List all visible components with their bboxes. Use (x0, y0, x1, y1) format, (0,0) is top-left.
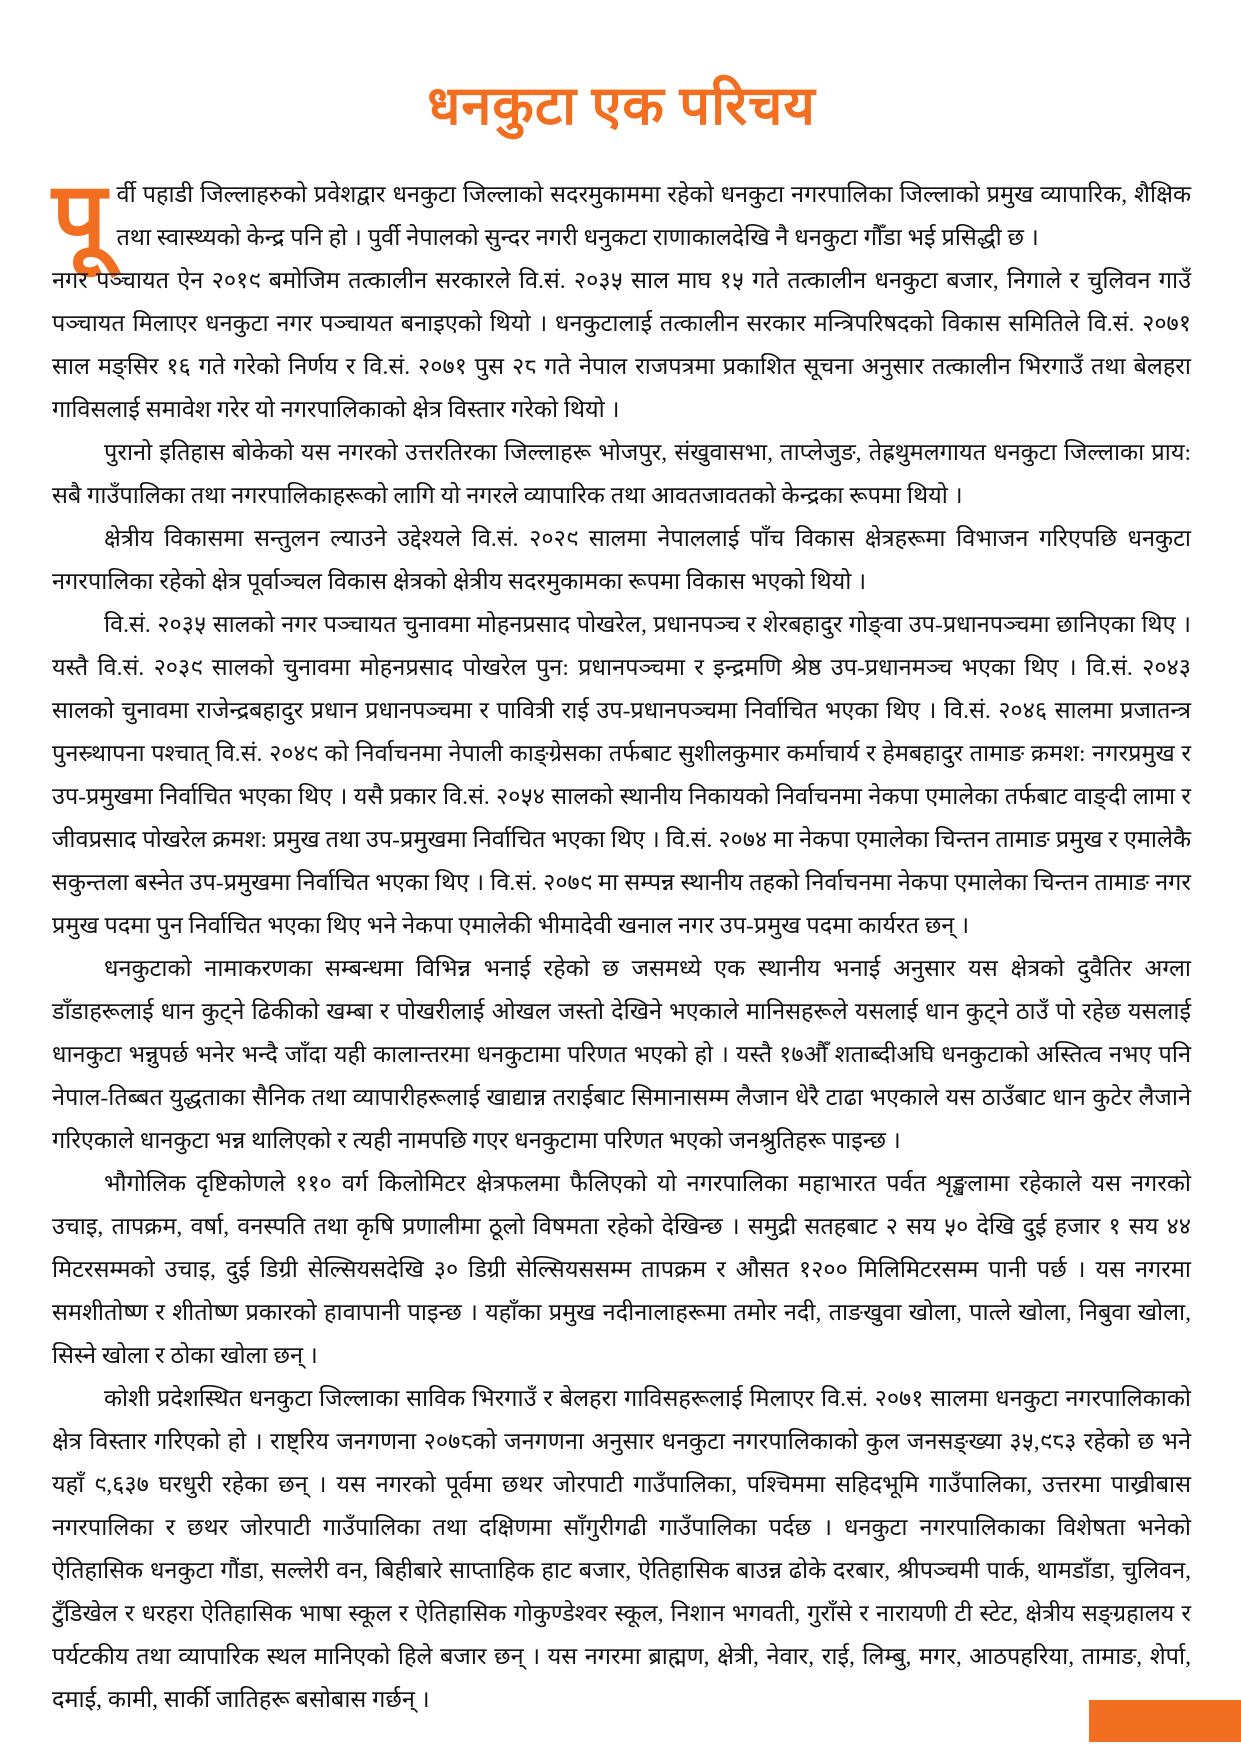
paragraph: कोशी प्रदेशस्थित धनकुटा जिल्लाका साविक भिरगाउँ र बेलहरा गाविसहरूलाई मिलाएर वि.सं. २०७१ सालमा धनकुटा नगरपालिकाको क्षेत्र विस्तार गरिएको हो । राष्ट्रिय जनगणना २०७८को जनगणना अनुसार धनकुटा नगरपालिकाको कुल जनसङ्ख्या ३५,९८३ रहेको छ भने यहाँ ९,६३७ घरधुरी रहेका छन् । यस नगरको पूर्वमा छथर जोरपाटी गाउँपालिका, पश्चिममा सहिदभूमि गाउँपालिका, उत्तरमा पाख्रीबास नगरपालिका र छथर जोरपाटी गाउँपालिका तथा दक्षिणमा साँगुरीगढी गाउँपालिका पर्दछ । धनकुटा नगरपालिकाका विशेषता भनेको ऐतिहासिक धनकुटा गौंडा, सल्लेरी वन, बिहीबारे साप्ताहिक हाट बजार, ऐतिहासिक बाउन्न ढोके दरबार, श्रीपञ्चमी पार्क, थामडाँडा, चुलिवन, टुँडिखेल र धरहरा ऐतिहासिक भाषा स्कूल र ऐतिहासिक गोकुण्डेश्वर स्कूल, निशान भगवती, गुराँसे र नारायणी टी स्टेट, क्षेत्रीय सङ्ग्रहालय र पर्यटकीय तथा व्यापारिक स्थल मानिएको हिले बजार छन् । यस नगरमा ब्राह्मण, क्षेत्री, नेवार, राई, लिम्बु, मगर, आठपहरिया, तामाङ, शेर्पा, दमाई, कामी, सार्की जातिहरू बसोबास गर्छन् । (52, 1386, 1191, 1713)
paragraph: धनकुटाको नामाकरणका सम्बन्धमा विभिन्न भनाई रहेको छ जसमध्ये एक स्थानीय भनाई अनुसार यस क्षेत्रको दुवैतिर अग्ला डाँडाहरूलाई धान कुट्ने ढिकीको खम्बा र पोखरीलाई ओखल जस्तो देखिने भएकाले मानिसहरूले यसलाई धान कुट्ने ठाउँ पो रहेछ यसलाई धानकुटा भन्नुपर्छ भनेर भन्दै जाँदा यही कालान्तरमा धनकुटामा परिणत भएको हो । यस्तै १७औँ शताब्दीअघि धनकुटाको अस्तित्व नभए पनि नेपाल-तिब्बत युद्धताका सैनिक तथा व्यापारीहरूलाई खाद्यान्न तराईबाट सिमानासम्म लैजान धेरै टाढा भएकाले यस ठाउँबाट धान कुटेर लैजाने गरिएकाले धानकुटा भन्न थालिएको र त्यही नामपछि गएर धनकुटामा परिणत भएको जनश्रुतिहरू पाइन्छ । (52, 956, 1191, 1154)
footer-accent-bar (1089, 1700, 1241, 1742)
dropcap-letter: पू (52, 164, 107, 271)
paragraph: पुरानो इतिहास बोकेको यस नगरको उत्तरतिरका जिल्लाहरू भोजपुर, संखुवासभा, ताप्लेजुङ, तेह्रथुमलगायत धनकुटा जिल्लाका प्राय: सबै गाउँपालिका तथा नगरपालिकाहरूको लागि यो नगरले व्यापारिक तथा आवतजावतको केन्द्रका रूपमा थियो । (52, 440, 1191, 509)
page-title: धनकुटा एक परिचय (427, 76, 816, 136)
paragraph: भौगोलिक दृष्टिकोणले ११० वर्ग किलोमिटर क्षेत्रफलमा फैलिएको यो नगरपालिका महाभारत पर्वत शृङ्खलामा रहेकाले यस नगरको उचाइ, तापक्रम, वर्षा, वनस्पति तथा कृषि प्रणालीमा ठूलो विषमता रहेको देखिन्छ । समुद्री सतहबाट २ सय ५० देखि दुई हजार १ सय ४४ मिटरसम्मको उचाइ, दुई डिग्री सेल्सियसदेखि ३० डिग्री सेल्सियससम्म तापक्रम र औसत १२०० मिलिमिटरसम्म पानी पर्छ । यस नगरमा समशीतोष्ण र शीतोष्ण प्रकारको हावापानी पाइन्छ । यहाँका प्रमुख नदीनालाहरूमा तमोर नदी, ताङखुवा खोला, पात्ले खोला, निबुवा खोला, सिस्ने खोला र ठोका खोला छन् । (52, 1171, 1191, 1369)
paragraph: क्षेत्रीय विकासमा सन्तुलन ल्याउने उद्देश्यले वि.सं. २०२९ सालमा नेपाललाई पाँच विकास क्षेत्रहरूमा विभाजन गरिएपछि धनकुटा नगरपालिका रहेको क्षेत्र पूर्वाञ्चल विकास क्षेत्रको क्षेत्रीय सदरमुकामका रूपमा विकास भएको थियो । (52, 526, 1191, 595)
paragraph: वि.सं. २०३५ सालको नगर पञ्चायत चुनावमा मोहनप्रसाद पोखरेल, प्रधानपञ्च र शेरबहादुर गोङ्वा उप-प्रधानपञ्चमा छानिएका थिए । यस्तै वि.सं. २०३९ सालको चुनावमा मोहनप्रसाद पोखरेल पुन: प्रधानपञ्चमा र इन्द्रमणि श्रेष्ठ उप-प्रधानमञ्च भएका थिए । वि.सं. २०४३ सालको चुनावमा राजेन्द्रबहादुर प्रधान प्रधानपञ्चमा र पावित्री राई उप-प्रधानपञ्चमा निर्वाचित भएका थिए । वि.सं. २०४६ सालमा प्रजातन्त्र पुनस्र्थापना पश्चात् वि.सं. २०४९ को निर्वाचनमा नेपाली काङ्ग्रेसका तर्फबाट सुशीलकुमार कर्माचार्य र हेमबहादुर तामाङ क्रमश: नगरप्रमुख र उप-प्रमुखमा निर्वाचित भएका थिए । यसै प्रकार वि.सं. २०५४ सालको स्थानीय निकायको निर्वाचनमा नेकपा एमालेका तर्फबाट वाङ्दी लामा र जीवप्रसाद पोखरेल क्रमश: प्रमुख तथा उप-प्रमुखमा निर्वाचित भएका थिए । वि.सं. २०७४ मा नेकपा एमालेका चिन्तन तामाङ प्रमुख र एमालेकै सकुन्तला बस्नेत उप-प्रमुखमा निर्वाचित भएका थिए । वि.सं. २०७९ मा सम्पन्न स्थानीय तहको निर्वाचनमा नेकपा एमालेका चिन्तन तामाङ नगर प्रमुख पदमा पुन निर्वाचित भएका थिए भने नेकपा एमालेकी भीमादेवी खनाल नगर उप-प्रमुख पदमा कार्यरत छन् । (52, 612, 1191, 939)
paragraph: पूर्वी पहाडी जिल्लाहरुको प्रवेशद्वार धनकुटा जिल्लाको सदरमुकाममा रहेको धनकुटा नगरपालिका जिल्लाको प्रमुख व्यापारिक, शैक्षिक तथा स्वास्थ्यको केन्द्र पनि हो । पुर्वी नेपालको सुन्दर नगरी धनुकटा राणाकालदेखि नै धनकुटा गौँडा भई प्रसिद्धी छ । (52, 164, 1191, 271)
paragraph: नगर पञ्चायत ऐन २०१९ बमोजिम तत्कालीन सरकारले वि.सं. २०३५ साल माघ १५ गते तत्कालीन धनकुटा बजार, निगाले र चुलिवन गाउँ पञ्चायत मिलाएर धनकुटा नगर पञ्चायत बनाइएको थियो । धनकुटालाई तत्कालीन सरकार मन्त्रिपरिषदको विकास समितिले वि.सं. २०७१ साल मङ्सिर १६ गते गरेको निर्णय र वि.सं. २०७१ पुस २८ गते नेपाल राजपत्रमा प्रकाशित सूचना अनुसार तत्कालीन भिरगाउँ तथा बेलहरा गाविसलाई समावेश गरेर यो नगरपालिकाको क्षेत्र विस्तार गरेको थियो । (52, 268, 1191, 423)
article-body (52, 164, 1191, 1722)
